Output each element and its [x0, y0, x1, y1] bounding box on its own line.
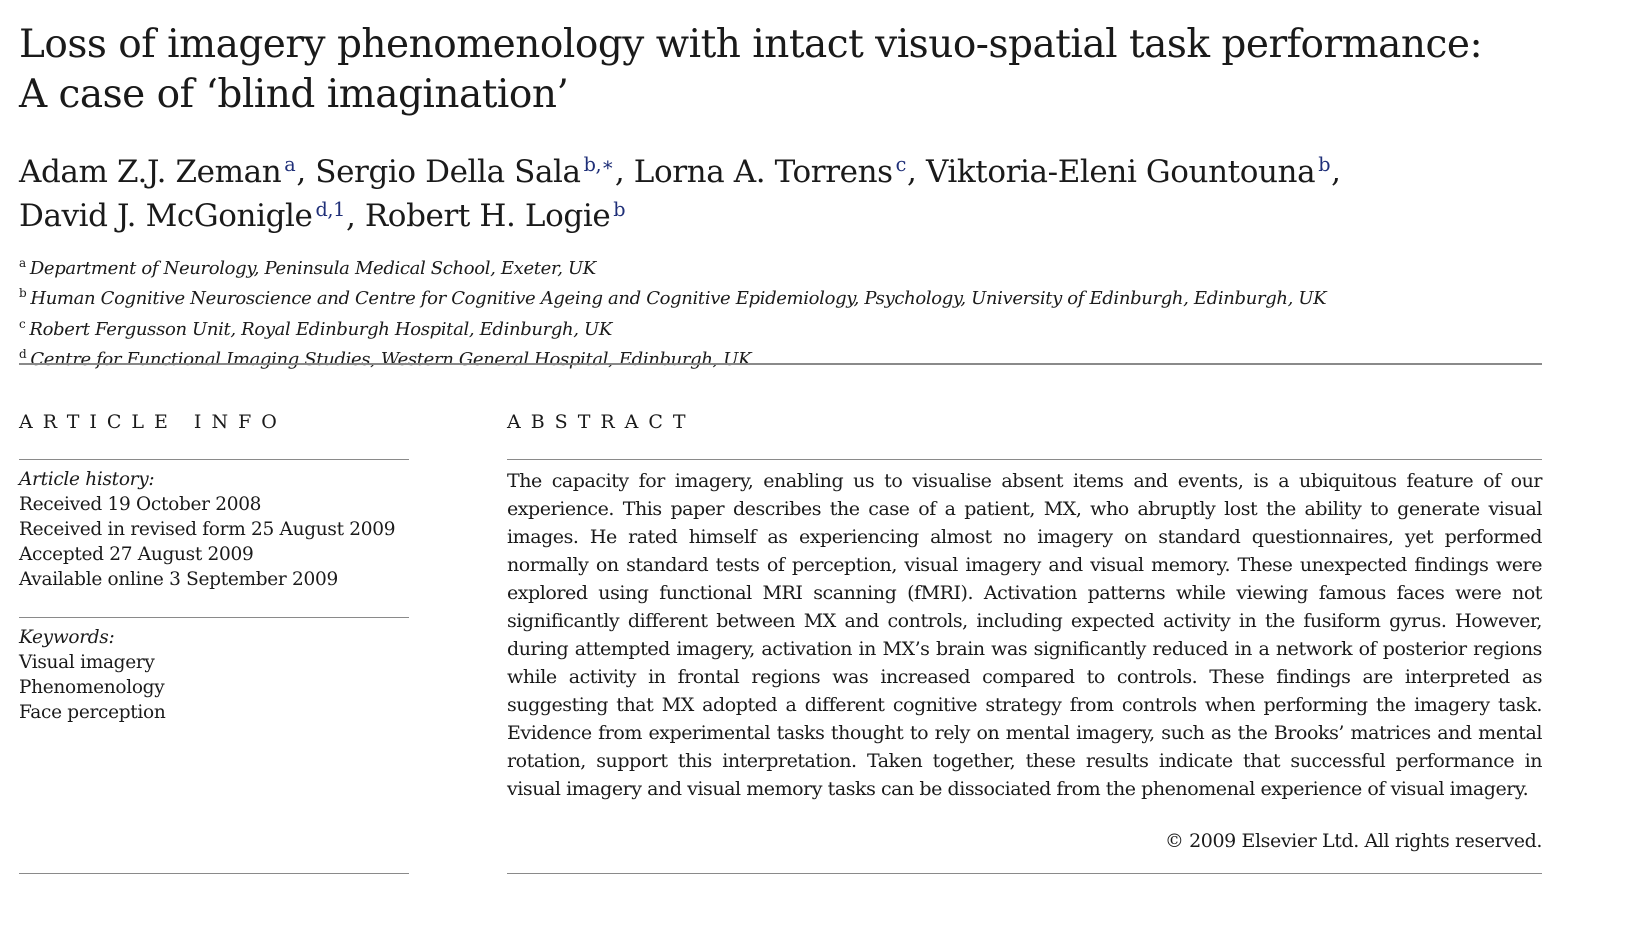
title-line-2: A case of ‘blind imagination’	[19, 72, 569, 117]
author-affiliation-link[interactable]: b,∗	[583, 153, 614, 176]
author-list: Adam Z.J. Zeman $^a$, Sergio Della Sala $^{b,∗}$, Lorna A. Torrens $^c$, Viktoria-Eleni Gountouna $^b$, David J. McGonigle $^{d,1}$, Robert H. Logie $^b$	[19, 153, 1341, 235]
keywords-divider	[19, 617, 409, 618]
keyword: Phenomenology	[19, 677, 165, 698]
keyword: Visual imagery	[19, 652, 155, 673]
abstract-text: The capacity for imagery, enabling us to visualise absent items and events, is a ubiquitous feature of our experience. This paper describes the case of a patient, MX, who abruptly lost the ability to generate visual images. He rated himself as experiencing almost no imagery on standard questionnaires, yet performed normally on standard tests of perception, visual imagery and visual memory. These unexpected findings were explored using functional MRI scanning (fMRI). Activation patterns while viewing famous faces were not significantly different between MX and controls, including expected activity in the fusiform gyrus. However, during attempted imagery, activation in MX’s brain was significantly reduced in a network of posterior regions while activity in frontal regions was increased compared to controls. These findings are interpreted as suggesting that MX adopted a different cognitive strategy from controls when performing the imagery task. Evidence from experimental tasks thought to rely on mental imagery, such as the Brooks’ matrices and mental rotation, support this interpretation. Taken together, these results indicate that successful performance in visual imagery and visual memory tasks can be dissociated from the phenomenal experience of visual imagery.	[507, 470, 1542, 800]
abstract-bottom-divider	[507, 873, 1542, 874]
history-received: Received 19 October 2008	[19, 494, 262, 515]
affiliation: $^b$ Human Cognitive Neuroscience and Centre for Cognitive Ageing and Cognitive Epidemiology, Psychology, University of Edinburgh, Edinburgh, UK	[19, 286, 1327, 310]
history-revised: Received in revised form 25 August 2009	[19, 519, 396, 540]
affiliation: $^a$ Department of Neurology, Peninsula Medical School, Exeter, UK	[19, 256, 596, 280]
affiliation-list	[19, 251, 1542, 372]
copyright-notice: © 2009 Elsevier Ltd. All rights reserved.	[1164, 830, 1542, 852]
article-info-bottom-divider	[19, 873, 409, 874]
paper-header	[19, 20, 1542, 372]
author: Adam Z.J. Zeman $^a$	[19, 153, 296, 190]
history-accepted: Accepted 27 August 2009	[19, 544, 254, 565]
header-divider	[19, 363, 1542, 365]
author: Lorna A. Torrens $^c$	[633, 153, 907, 190]
author: Robert H. Logie $^b$	[364, 197, 626, 235]
history-online: Available online 3 September 2009	[19, 569, 338, 590]
keyword: Face perception	[19, 702, 166, 723]
author: David J. McGonigle $^{d,1}$	[19, 197, 345, 235]
article-info-heading: ARTICLE INFO	[19, 411, 287, 433]
keywords-label: Keywords:	[19, 627, 115, 648]
keywords	[19, 625, 409, 725]
author: Viktoria-Eleni Gountouna $^b$	[925, 153, 1331, 190]
affiliation: $^d$ Centre for Functional Imaging Studies, Western General Hospital, Edinburgh, UK	[19, 346, 752, 370]
author-affiliation-link[interactable]: d,1	[315, 197, 345, 221]
article-history	[19, 467, 409, 592]
title-line-1: Loss of imagery phenomenology with intact visuo-spatial task performance:	[19, 22, 1483, 67]
abstract-heading: ABSTRACT	[507, 411, 696, 433]
author-affiliation-link[interactable]: a	[284, 153, 296, 176]
paper-title	[19, 20, 1542, 120]
abstract-divider	[507, 459, 1542, 460]
article-history-label: Article history:	[19, 469, 155, 490]
author-affiliation-link[interactable]: c	[895, 153, 907, 176]
affiliation: $^c$ Robert Fergusson Unit, Royal Edinburgh Hospital, Edinburgh, UK	[19, 316, 612, 340]
author-affiliation-link[interactable]: b	[613, 197, 626, 221]
article-info-divider	[19, 459, 409, 460]
author: Sergio Della Sala $^{b,∗}$	[315, 153, 614, 190]
author-affiliation-link[interactable]: b	[1318, 153, 1331, 176]
